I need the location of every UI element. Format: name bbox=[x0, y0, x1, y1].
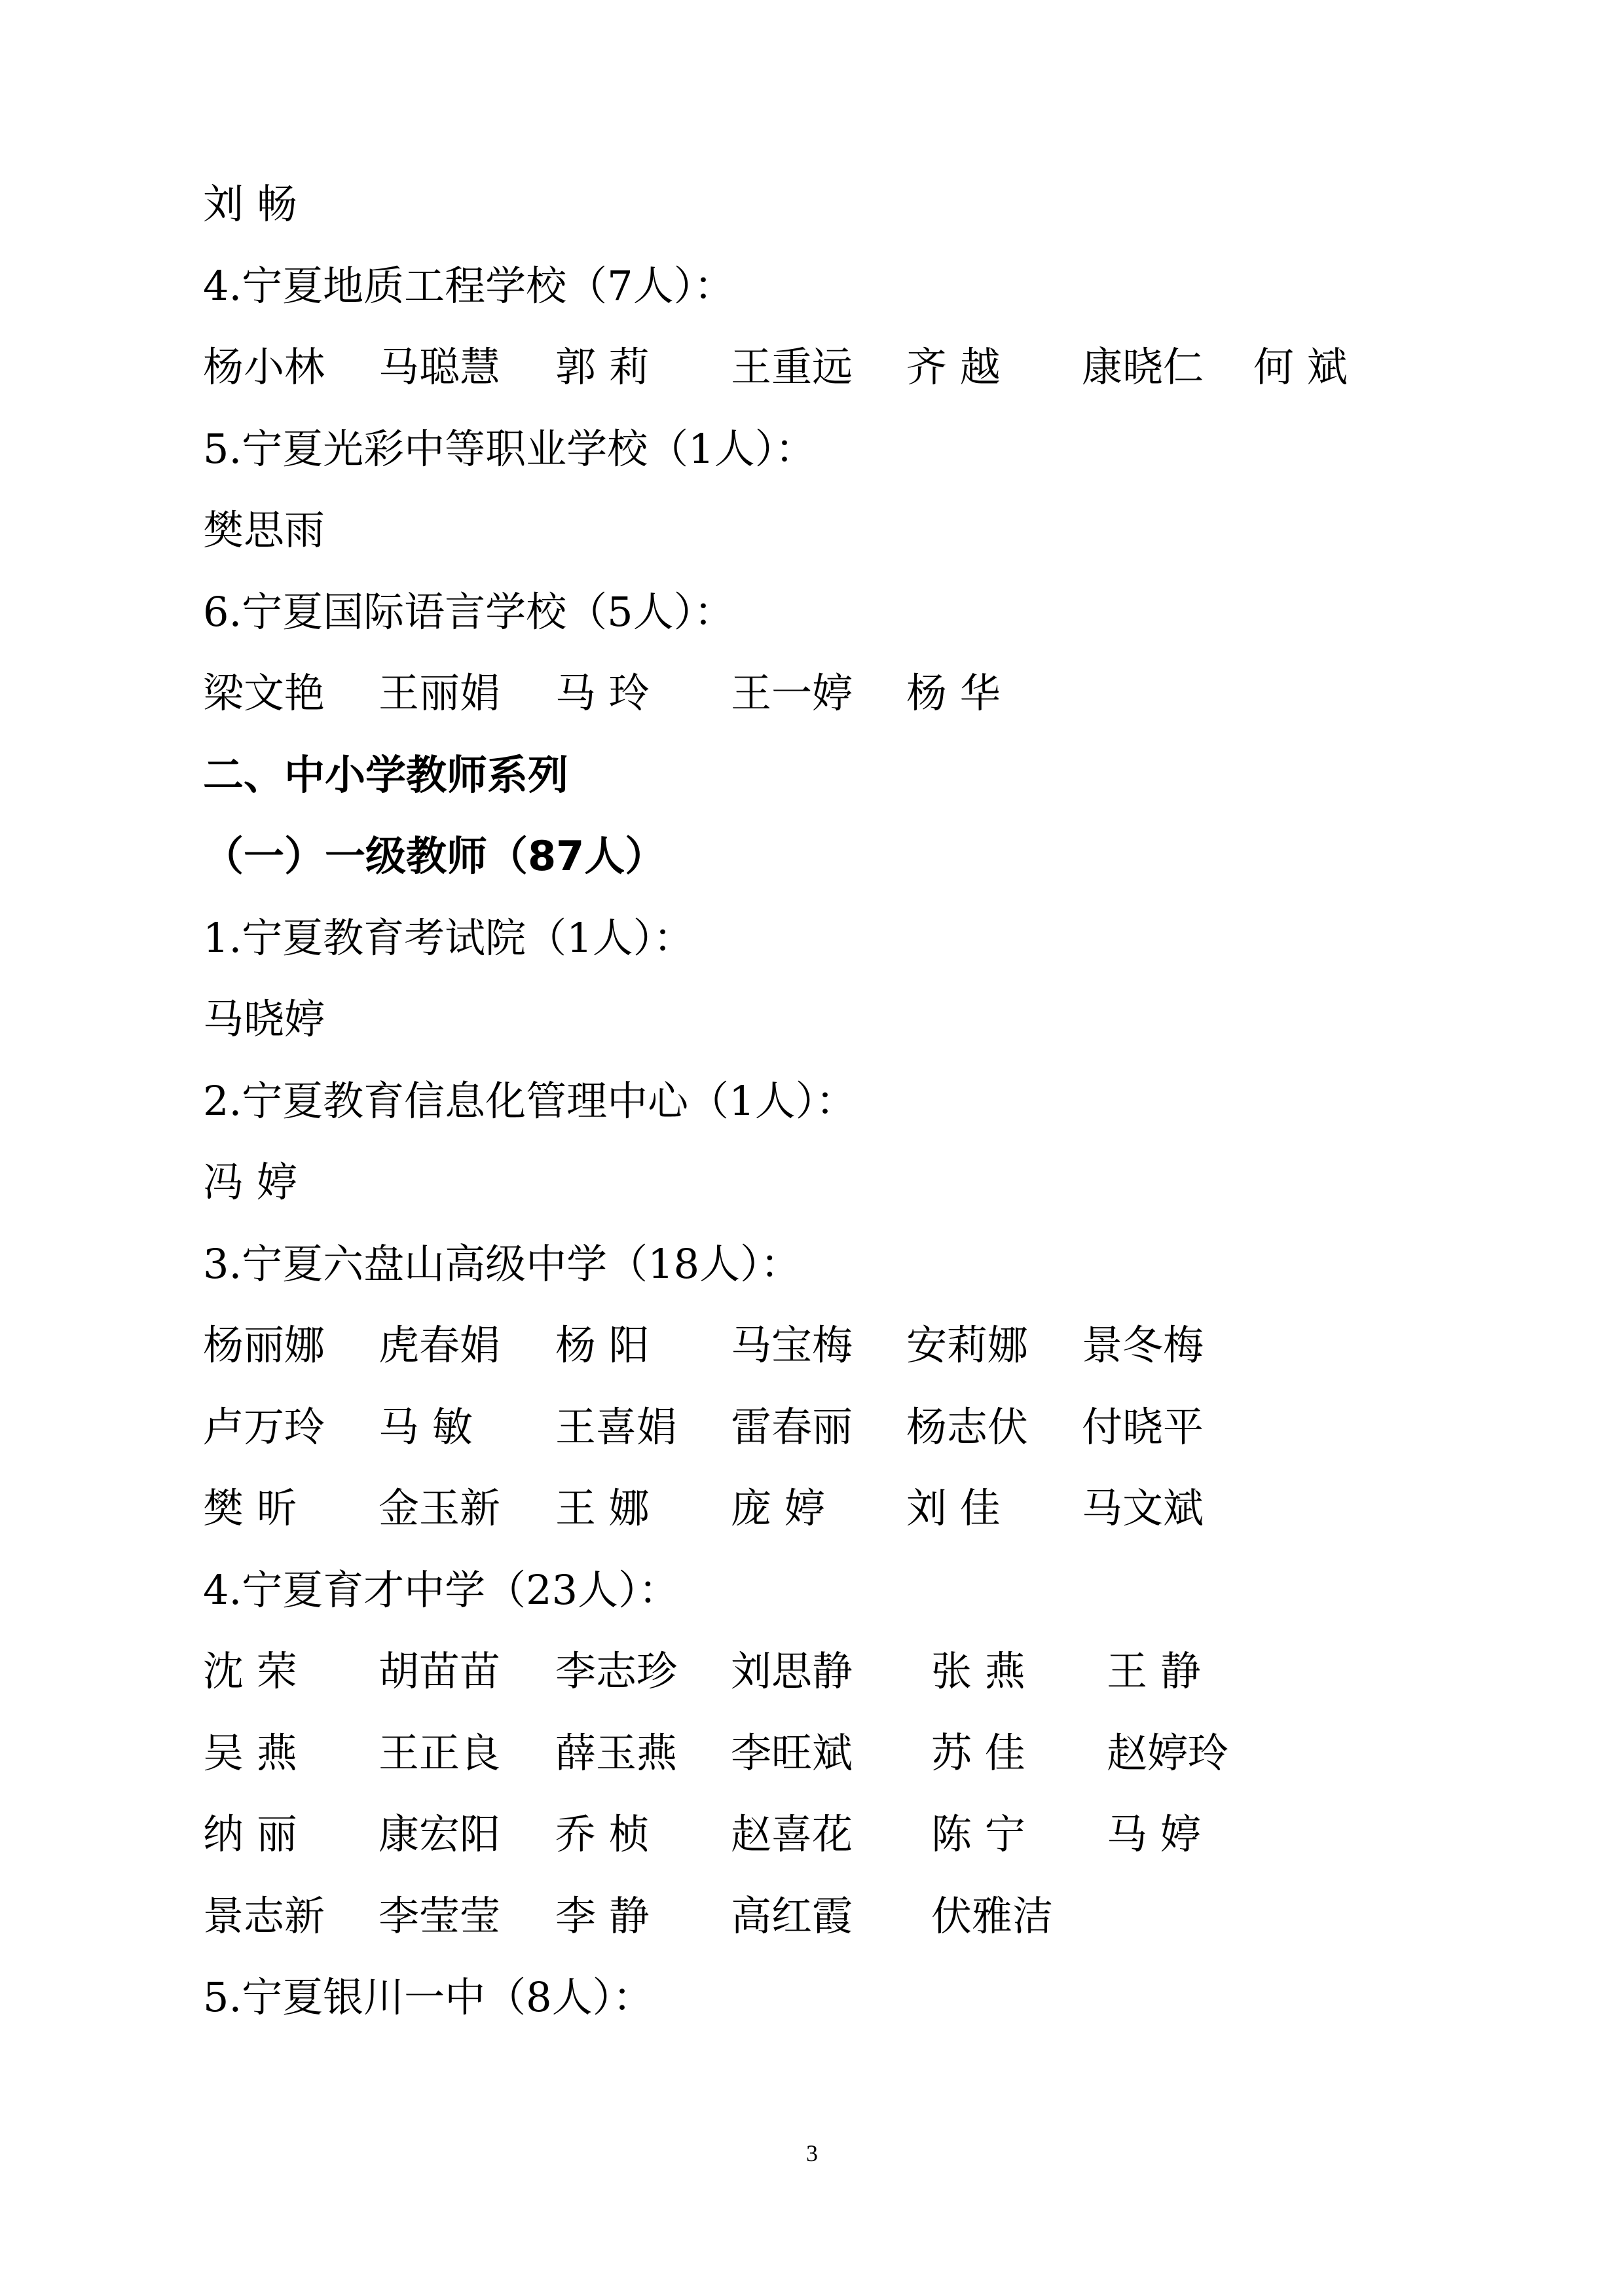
person-name: 马文斌 bbox=[1082, 1484, 1204, 1532]
person-name: 安莉娜 bbox=[906, 1321, 1029, 1369]
person-name: 樊 昕 bbox=[203, 1484, 297, 1532]
person-name: 金玉新 bbox=[378, 1484, 501, 1532]
person-name: 郭 莉 bbox=[555, 343, 650, 391]
institution-line: 6.宁夏国际语言学校（5人）： bbox=[203, 587, 735, 636]
person-name: 康宏阳 bbox=[378, 1810, 501, 1858]
person-name: 康晓仁 bbox=[1082, 343, 1204, 391]
person-name: 李 静 bbox=[555, 1891, 650, 1940]
section-heading: （一）一级教师（87人） bbox=[203, 832, 666, 880]
person-name: 苏 佳 bbox=[931, 1728, 1025, 1777]
person-name: 杨志伏 bbox=[906, 1402, 1029, 1451]
person-name: 伏雅洁 bbox=[931, 1891, 1054, 1940]
person-name: 齐 越 bbox=[906, 343, 1001, 391]
person-name: 杨 阳 bbox=[555, 1321, 650, 1369]
person-name: 赵婷玲 bbox=[1107, 1728, 1229, 1777]
person-name: 杨丽娜 bbox=[203, 1321, 325, 1369]
person-name: 薛玉燕 bbox=[555, 1728, 678, 1777]
person-name: 刘 佳 bbox=[906, 1484, 1001, 1532]
person-name: 梁文艳 bbox=[203, 669, 325, 717]
person-name: 马 敏 bbox=[378, 1402, 473, 1451]
person-name: 李莹莹 bbox=[378, 1891, 501, 1940]
person-name: 胡苗苗 bbox=[378, 1647, 501, 1695]
person-name: 王正良 bbox=[378, 1728, 501, 1777]
person-name: 李旺斌 bbox=[731, 1728, 853, 1777]
person-name: 雷春丽 bbox=[731, 1402, 853, 1451]
institution-line: 2.宁夏教育信息化管理中心（1人）： bbox=[203, 1076, 857, 1125]
person-name: 赵喜花 bbox=[731, 1810, 853, 1858]
person-name: 卢万玲 bbox=[203, 1402, 325, 1451]
institution-line: 5.宁夏银川一中（8人）： bbox=[203, 1973, 654, 2021]
person-name: 杨小林 bbox=[203, 343, 325, 391]
person-name: 何 斌 bbox=[1253, 343, 1348, 391]
person-name: 王喜娟 bbox=[555, 1402, 678, 1451]
person-name: 王丽娟 bbox=[378, 669, 501, 717]
person-name: 纳 丽 bbox=[203, 1810, 297, 1858]
person-name: 杨 华 bbox=[906, 669, 1001, 717]
person-name: 张 燕 bbox=[931, 1647, 1025, 1695]
person-name: 马聪慧 bbox=[378, 343, 501, 391]
institution-line: 3.宁夏六盘山高级中学（18人）： bbox=[203, 1239, 802, 1288]
person-name: 王一婷 bbox=[731, 669, 853, 717]
person-name: 王 静 bbox=[1107, 1647, 1201, 1695]
person-name: 乔 桢 bbox=[555, 1810, 650, 1858]
person-name: 马 婷 bbox=[1107, 1810, 1201, 1858]
person-name: 樊思雨 bbox=[203, 506, 325, 554]
person-name: 王重远 bbox=[731, 343, 853, 391]
person-name: 景志新 bbox=[203, 1891, 325, 1940]
institution-line: 5.宁夏光彩中等职业学校（1人）： bbox=[203, 424, 816, 473]
person-name: 马晓婷 bbox=[203, 995, 325, 1043]
person-name: 马 玲 bbox=[555, 669, 650, 717]
section-heading: 二、中小学教师系列 bbox=[203, 750, 569, 799]
institution-line: 4.宁夏育才中学（23人）： bbox=[203, 1565, 680, 1614]
institution-line: 4.宁夏地质工程学校（7人）： bbox=[203, 261, 735, 310]
person-name: 吴 燕 bbox=[203, 1728, 297, 1777]
person-name: 马宝梅 bbox=[731, 1321, 853, 1369]
person-name: 高红霞 bbox=[731, 1891, 853, 1940]
person-name: 冯 婷 bbox=[203, 1158, 297, 1206]
person-name: 沈 荣 bbox=[203, 1647, 297, 1695]
person-name: 付晓平 bbox=[1082, 1402, 1204, 1451]
person-name: 虎春娟 bbox=[378, 1321, 501, 1369]
person-name: 王 娜 bbox=[555, 1484, 650, 1532]
person-name: 陈 宁 bbox=[931, 1810, 1025, 1858]
person-name: 李志珍 bbox=[555, 1647, 678, 1695]
person-name: 刘 畅 bbox=[203, 180, 297, 228]
person-name: 庞 婷 bbox=[731, 1484, 825, 1532]
institution-line: 1.宁夏教育考试院（1人）： bbox=[203, 913, 694, 962]
person-name: 景冬梅 bbox=[1082, 1321, 1204, 1369]
page-number: 3 bbox=[806, 2140, 818, 2166]
person-name: 刘思静 bbox=[731, 1647, 853, 1695]
